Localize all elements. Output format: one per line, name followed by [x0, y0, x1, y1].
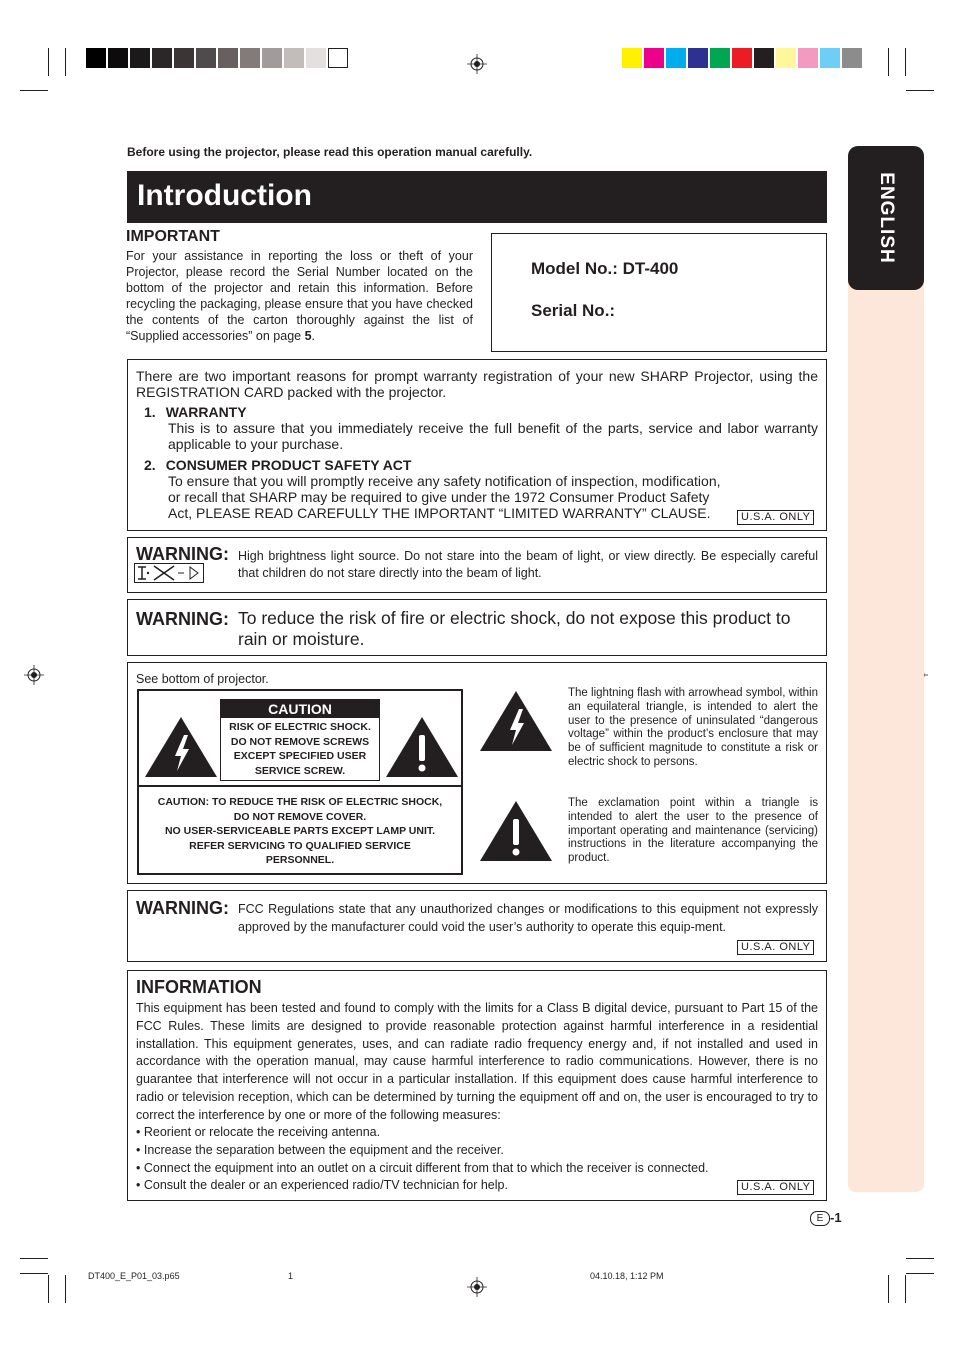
color-swatch	[754, 48, 774, 68]
caution-line: DO NOT REMOVE SCREWS	[230, 735, 370, 748]
model-serial-box	[491, 233, 827, 352]
caution-lower-line: CAUTION: TO REDUCE THE RISK OF ELECTRIC SHOCK,	[157, 796, 443, 808]
warning-label: WARNING:	[136, 609, 229, 629]
information-bullets	[136, 1124, 818, 1195]
registration-mark-icon	[24, 665, 44, 685]
caution-title: CAUTION	[221, 700, 379, 718]
item-text: This is to assure that you immediately receive the full benefit of the parts, service and labor warranty applicable to your purchase.	[168, 420, 818, 452]
color-swatch	[732, 48, 752, 68]
color-swatch	[666, 48, 686, 68]
exclamation-explanation: The exclamation point within a triangle is intended to alert the user to the presence of important operating and maintenance (servicing) instructions in the literature accompanying the product.	[568, 797, 818, 865]
color-swatch	[688, 48, 708, 68]
information-heading: INFORMATION	[136, 977, 262, 997]
lightning-triangle-icon	[143, 715, 219, 779]
see-bottom-note: See bottom of projector.	[136, 672, 269, 686]
important-text	[126, 248, 473, 344]
gray-swatch	[218, 48, 238, 68]
color-swatch	[842, 48, 862, 68]
registration-mark-icon	[467, 1277, 487, 1297]
list-item: • Reorient or relocate the receiving antenna.	[136, 1125, 381, 1139]
warning-label: WARNING:	[136, 898, 229, 918]
gray-swatch	[108, 48, 128, 68]
registration-item	[144, 457, 818, 521]
gray-swatch	[196, 48, 216, 68]
caution-lower-text	[139, 795, 461, 868]
gray-swatch	[306, 48, 326, 68]
gray-swatch	[262, 48, 282, 68]
gray-swatch	[174, 48, 194, 68]
gray-swatch	[328, 48, 348, 68]
color-swatch	[776, 48, 796, 68]
language-tab-label: ENGLISH	[876, 172, 897, 264]
registration-item	[144, 404, 818, 452]
color-swatch	[798, 48, 818, 68]
gray-swatch	[240, 48, 260, 68]
usa-only-label: U.S.A. ONLY	[737, 1180, 814, 1195]
caution-label-box	[137, 689, 463, 875]
footer-filename: DT400_E_P01_03.p65	[88, 1271, 180, 1281]
information-box	[127, 970, 827, 1201]
page-reference: 5	[304, 329, 312, 343]
laser-warning-icon	[134, 563, 204, 583]
warning-light-box	[127, 537, 827, 593]
page-number	[810, 1210, 842, 1226]
gray-swatch	[86, 48, 106, 68]
caution-lower-line: REFER SERVICING TO QUALIFIED SERVICE	[189, 839, 411, 852]
footer-page: 1	[288, 1271, 294, 1281]
page-number-text: -1	[830, 1210, 842, 1225]
caution-line: SERVICE SCREW.	[254, 764, 346, 777]
item-number: 1.	[144, 404, 156, 420]
caution-line: EXCEPT SPECIFIED USER	[233, 750, 367, 762]
registration-box	[127, 359, 827, 531]
footer-date: 04.10.18, 1:12 PM	[590, 1271, 664, 1281]
color-swatch	[622, 48, 642, 68]
warning-label: WARNING:	[136, 544, 229, 564]
item-number: 2.	[144, 457, 156, 473]
gray-swatch	[130, 48, 150, 68]
important-end: .	[311, 329, 316, 343]
item-title: WARRANTY	[165, 404, 247, 420]
serial-number: Serial No.:	[531, 301, 616, 320]
caution-lower-line: NO USER-SERVICEABLE PARTS EXCEPT LAMP UNIT.	[164, 825, 436, 837]
exclamation-triangle-icon	[384, 715, 460, 779]
item-text: To ensure that you will promptly receive any safety notification of inspection, modification, or recall that SHARP may be required to give under the 1972 Consumer Product Safety Act, PLEASE READ CAREFULLY THE IMPORTANT “LIMITED WARRANTY” CLAUSE.	[168, 473, 721, 521]
page-title: Introduction	[137, 179, 312, 212]
list-item: • Consult the dealer or an experienced radio/TV technician for help.	[136, 1178, 508, 1193]
caution-inner-box	[220, 699, 380, 781]
warning-light-text: High brightness light source. Do not stare into the beam of light, or view directly. Be especially careful that children do not stare directly into the beam of light.	[238, 549, 818, 580]
caution-line: RISK OF ELECTRIC SHOCK.	[229, 721, 371, 733]
read-manual-notice: Before using the projector, please read this operation manual carefully.	[127, 145, 533, 159]
lightning-explanation: The lightning flash with arrowhead symbol, within an equilateral triangle, is intended to alert the user to the presence of uninsulated “dangerous voltage” within the product’s enclosure that may be of sufficient magnitude to constitute a risk or electric shock to persons.	[568, 687, 818, 768]
color-swatch	[820, 48, 840, 68]
important-body: For your assistance in reporting the loss or theft of your Projector, please record the Serial Number located on the bottom of the projector and retain this information. Before recycling the packaging, please ensure that you have checked the contents of the carton thoroughly against the list of “Supplied accessories” on page	[126, 249, 473, 343]
important-section	[126, 228, 473, 344]
lightning-triangle-icon	[478, 689, 554, 753]
caution-section	[127, 662, 827, 884]
warning-fire-text: To reduce the risk of fire or electric shock, do not expose this product to rain or moisture.	[238, 608, 791, 649]
warning-fcc-box	[127, 890, 827, 962]
registration-mark-icon	[467, 54, 487, 74]
caution-lower-line: DO NOT REMOVE COVER.	[233, 810, 367, 823]
gray-swatch	[284, 48, 304, 68]
usa-only-label: U.S.A. ONLY	[737, 510, 814, 525]
registration-intro: There are two important reasons for prompt warranty registration of your new SHARP Projector, using the REGISTRATION CARD packed with the projector.	[136, 368, 818, 400]
gray-swatch	[152, 48, 172, 68]
warning-fire-box	[127, 599, 827, 656]
color-swatch	[644, 48, 664, 68]
caution-lower-line: PERSONNEL.	[265, 854, 335, 866]
information-text: This equipment has been tested and found to comply with the limits for a Class B digital device, pursuant to Part 15 of the FCC Rules. These limits are designed to provide reasonable protection against harmful interference in a residential installation. This equipment generates, uses, and can radiate radio frequency energy and, if not installed and used in accordance with the operation manual, may cause harmful interference to radio communications. However, there is no guarantee that interference will not occur in a particular installation. If this equipment does cause harmful interference to radio or television reception, which can be determined by turning the equipment off and on, the user is encouraged to try to correct the interference by one or more of the following measures:	[136, 1001, 818, 1122]
title-bar	[127, 171, 827, 223]
usa-only-label: U.S.A. ONLY	[737, 940, 814, 955]
list-item: • Connect the equipment into an outlet on a circuit different from that to which the receiver is connected.	[136, 1160, 709, 1175]
color-swatch	[710, 48, 730, 68]
model-number: Model No.: DT-400	[531, 259, 679, 278]
side-strip	[848, 280, 924, 1192]
list-item: • Increase the separation between the equipment and the receiver.	[136, 1142, 504, 1157]
important-heading: IMPORTANT	[126, 228, 220, 245]
language-tab[interactable]	[848, 146, 924, 290]
warning-fcc-text: FCC Regulations state that any unauthorized changes or modifications to this equipment not expressly approved by the manufacturer could void the user’s authority to operate this equip-ment.	[238, 902, 818, 934]
exclamation-triangle-icon	[478, 799, 554, 863]
page-number-circle: E	[810, 1211, 830, 1226]
item-title: CONSUMER PRODUCT SAFETY ACT	[165, 457, 412, 473]
